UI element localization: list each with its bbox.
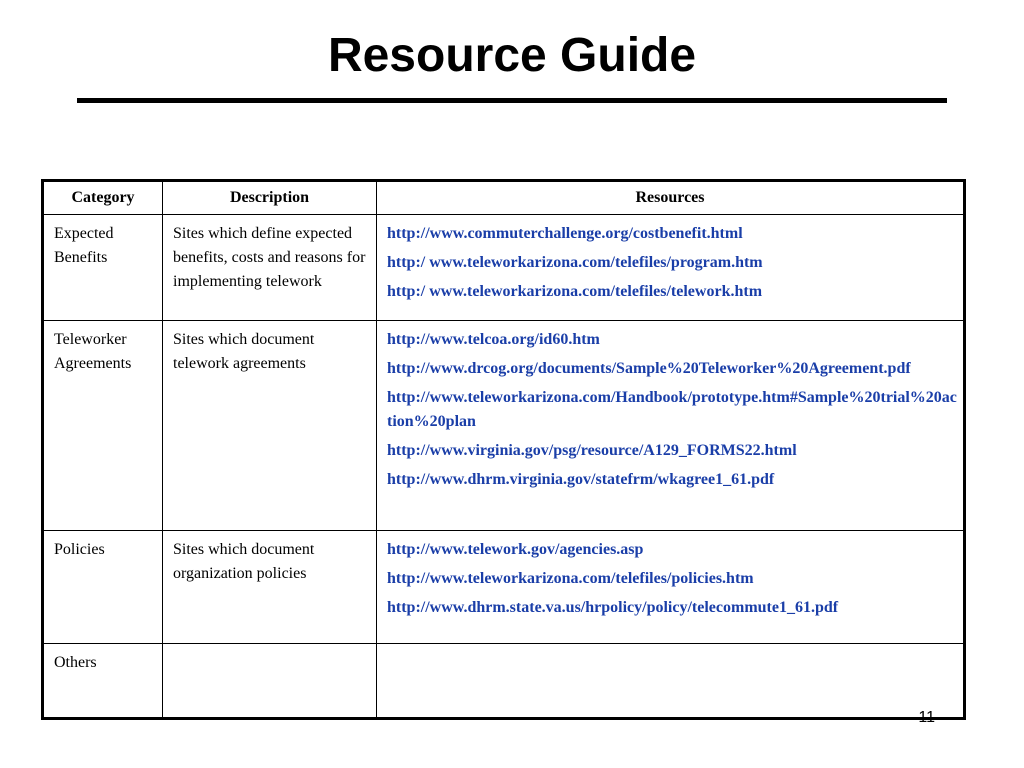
page-title: Resource Guide — [327, 29, 697, 82]
cell-resources — [377, 644, 965, 719]
page-number: 11 — [918, 709, 935, 726]
header-resources: Resources — [377, 181, 965, 215]
resource-link[interactable]: http://www.virginia.gov/psg/resource/A129_FORMS22.html — [387, 442, 797, 459]
table-row — [43, 644, 965, 719]
header-category: Category — [43, 181, 163, 215]
header-description: Description — [163, 181, 377, 215]
cell-resources — [377, 321, 965, 531]
cell-resources — [377, 531, 965, 644]
cell-category: Expected Benefits — [43, 215, 163, 321]
resource-link[interactable]: http://www.commuterchallenge.org/costbenefit.html — [387, 225, 743, 242]
cell-description: Sites which define expected benefits, costs and reasons for implementing telework — [163, 215, 377, 321]
resource-link[interactable]: http://www.dhrm.state.va.us/hrpolicy/policy/telecommute1_61.pdf — [387, 599, 839, 616]
cell-category: Others — [43, 644, 163, 719]
resource-link[interactable]: http://www.telcoa.org/id60.htm — [387, 331, 600, 348]
table-row — [43, 321, 965, 531]
resource-link[interactable]: http://www.teleworkarizona.com/Handbook/prototype.htm#Sample%20trial%20action%20plan — [387, 389, 957, 430]
table-row — [43, 531, 965, 644]
title-underline — [77, 98, 947, 103]
cell-resources — [377, 215, 965, 321]
resource-link[interactable]: http:/ www.teleworkarizona.com/telefiles/program.htm — [387, 254, 763, 271]
resource-link[interactable]: http://www.teleworkarizona.com/telefiles/policies.htm — [387, 570, 754, 587]
resource-link[interactable]: http:/ www.teleworkarizona.com/telefiles/telework.htm — [387, 283, 763, 300]
table-row — [43, 215, 965, 321]
resource-table — [41, 179, 966, 720]
table-header-row — [43, 181, 965, 215]
cell-description — [163, 644, 377, 719]
cell-category: Teleworker Agreements — [43, 321, 163, 531]
cell-category: Policies — [43, 531, 163, 644]
resource-link[interactable]: http://www.telework.gov/agencies.asp — [387, 541, 644, 558]
resource-link[interactable]: http://www.dhrm.virginia.gov/statefrm/wkagree1_61.pdf — [387, 471, 775, 488]
cell-description: Sites which document telework agreements — [163, 321, 377, 531]
cell-description: Sites which document organization policies — [163, 531, 377, 644]
resource-link[interactable]: http://www.drcog.org/documents/Sample%20Teleworker%20Agreement.pdf — [387, 360, 911, 377]
